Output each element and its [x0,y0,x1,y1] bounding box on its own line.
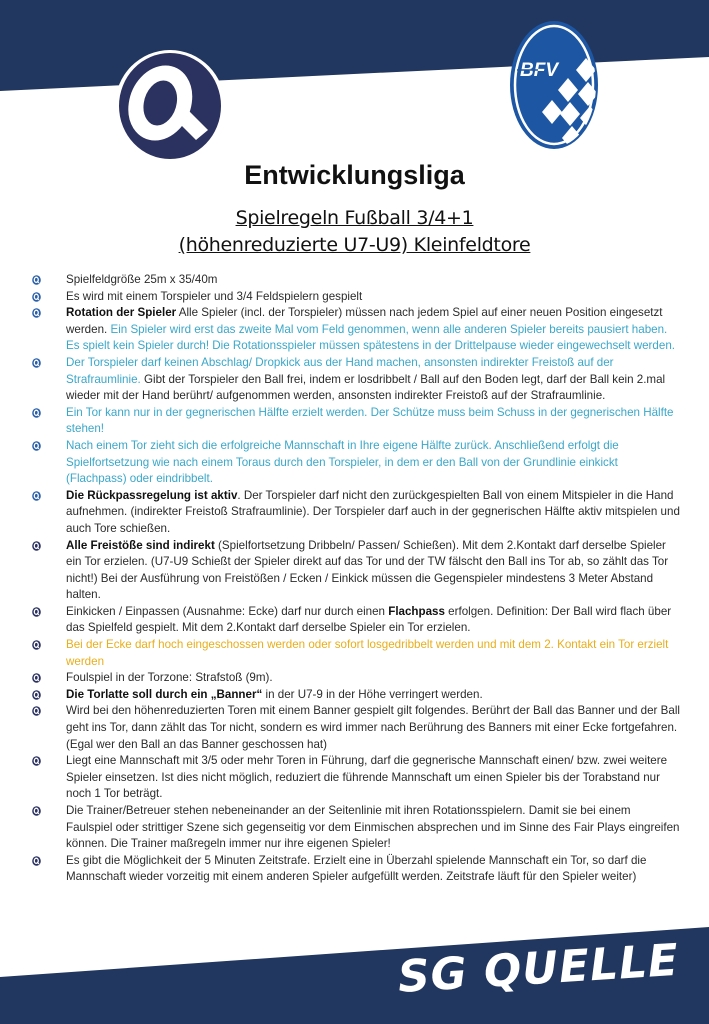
rule-item [30,637,680,670]
rules-list [30,272,680,886]
q-bullet-icon [32,275,41,285]
q-bullet-icon [32,690,41,700]
rule-text-segment: Bei der Ecke darf hoch eingeschossen werden oder sofort losgedribbelt werden und mit dem 2. Kontakt ein Tor erzielt werden [66,638,669,668]
rule-text-segment: Die Rückpassregelung ist aktiv [66,488,238,502]
rule-text-segment: Flachpass [388,604,445,618]
rule-item [30,438,680,488]
rule-text-segment: in der U7-9 in der Höhe verringert werden. [262,687,483,701]
header-band-polygon [0,0,709,91]
q-bullet-icon [32,640,41,650]
rule-text-segment: Gibt der Torspieler den Ball frei, indem er losdribbelt / Ball auf den Boden legt, darf der Ball kein 2.mal wieder mit der Hand berührt/ aufgenommen werden, ansonsten indirekter Freistoß auf der Strafraumlinie. [66,372,666,403]
subtitle-line-2: (höhenreduzierte U7-U9) Kleinfeldtore [178,234,531,256]
rule-text-segment: Rotation der Spieler [66,306,177,320]
rule-item [30,488,680,538]
q-bullet-icon [32,441,41,451]
rule-text-segment: Ein Tor kann nur in der gegnerischen Hälfte erzielt werden. Der Schütze muss beim Schuss in der gegnerischen Hälfte stehen! [66,405,674,436]
footer-brand-text: SG QUELLE [396,934,681,1003]
q-bullet-icon [32,541,41,551]
rule-item [30,355,680,405]
rule-item [30,305,680,355]
rule-item [30,703,680,753]
q-bullet-icon [32,408,41,418]
q-bullet-icon [32,292,41,302]
rule-text-segment: Einkicken / Einpassen (Ausnahme: Ecke) darf nur durch einen [66,604,389,618]
rule-item [30,753,680,803]
rule-text-segment: Alle Spieler (incl. der Torspieler) müssen nach jedem Spiel auf einer neuen Position eingesetzt werden. [66,306,663,336]
rule-text-segment: . Der Torspieler darf nicht den zurückgespielten Ball von einem Mitspieler in die Hand aufnehmen. (indirekter Freistoß Strafraumlinie). Der Torspieler darf auch in der gegnerischen Hälfte aktiv mitspielen und auch Tore schießen. [66,488,680,535]
header-band [0,0,709,140]
rule-item [30,538,680,604]
rule-item [30,803,680,853]
q-bullet-icon [32,491,41,501]
q-bullet-icon [32,308,41,318]
rule-text-segment: Die Torlatte soll durch ein „Banner“ [66,687,263,701]
rule-text-segment: Wird bei den höhenreduzierten Toren mit einem Banner gespielt gilt folgendes. Berührt der Ball das Banner und der Ball geht ins Tor, dann zählt das Tor nicht, sondern es wird immer nach Berührung des Banners mit einer Ecke fortgefahren. (Egal wer den Ball an das Banner geschossen hat) [66,704,680,751]
rule-text-segment: Der Torspieler darf keinen Abschlag/ Dropkick aus der Hand machen, ansonsten indirekter Freistoß auf der Strafraumlinie. [66,355,614,386]
rule-item [30,853,680,886]
rule-text-segment: Ein Spieler wird erst das zweite Mal vom Feld genommen, wenn alle anderen Spieler bereits pausiert haben. Es spielt kein Spieler durch! Die Rotationsspieler müssen spätestens in der Drittelpause wieder eingewechselt werden. [66,322,675,353]
q-bullet-icon [32,806,41,816]
q-bullet-icon [32,358,41,368]
rule-item [30,289,680,306]
rule-text-segment: Es wird mit einem Torspieler und 3/4 Feldspielern gespielt [66,289,363,303]
q-bullet-icon [32,856,41,866]
rule-text-segment: Alle Freistöße sind indirekt [66,538,215,552]
rule-item [30,272,680,289]
bfv-logo-text: BFV [520,60,558,81]
header-band-shape [0,0,709,140]
q-logo-icon [112,48,228,164]
rule-text-segment: Es gibt die Möglichkeit der 5 Minuten Zeitstrafe. Erzielt eine in Überzahl spielende Mannschaft ein Tor, so darf die Mannschaft wieder vorzeitig mit einem anderen Spieler aufgefüllt werden. Zeitstrafe läuft für den Spieler weiter) [66,853,647,884]
page-title: Entwicklungsliga [244,160,465,190]
q-bullet-icon [32,607,41,617]
rule-text-segment: (Spielfortsetzung Dribbeln/ Passen/ Schießen). Mit dem 2.Kontakt darf derselbe Spieler ein Tor erzielen. (U7-U9 Schießt der Spieler direkt auf das Tor und der TW fälscht den Ball ins Tor ab, so zählt das Tor nicht!) Bei der Ausführung von Freistößen / Ecken / Einkick müssen die Gegenspieler mindestens 3 Meter Abstand halten. [66,538,669,602]
rule-text-segment: Foulspiel in der Torzone: Strafstoß (9m). [66,671,273,685]
rule-text-segment: erfolgen. Definition: Der Ball wird flach über das Spielfeld gespielt. Mit dem 2.Kontakt darf derselbe Spieler ein Tor erzielen. [66,604,672,635]
rule-item [30,687,680,704]
rule-text-segment: Spielfeldgröße 25m x 35/40m [66,273,218,286]
rule-item [30,405,680,438]
q-bullet-icon [32,706,41,716]
q-bullet-icon [32,673,41,683]
rule-text-segment: Liegt eine Mannschaft mit 3/5 oder mehr Toren in Führung, darf die gegnerische Mannschaft einen/ bzw. zwei weitere Spieler einsetzen. Ist dies nicht möglich, reduziert die führende Mannschaft um einen Spieler bis der Torabstand nur noch 1 Tor beträgt. [66,754,668,801]
rule-item [30,670,680,687]
q-bullet-icon [32,756,41,766]
subtitle-line-1: Spielregeln Fußball 3/4+1 [235,207,474,229]
bfv-logo [508,20,600,150]
rule-text-segment: Die Trainer/Betreuer stehen nebeneinander an der Seitenlinie mit ihren Rotationsspielern. Damit sie bei einem Faulspiel oder strittiger Szene sich gegenseitig vor dem Einmischen absprechen und im Sinne des Fair Plays eingreifen können. Die Trainer maßregeln immer nur ihre eigenen Spieler! [66,804,680,851]
rule-text-segment: Nach einem Tor zieht sich die erfolgreiche Mannschaft in Ihre eigene Hälfte zurück. Anschließend erfolgt die Spielfortsetzung wie nach einem Toraus durch den Torspieler, in dem er den Ball von der Grundlinie einkickt (Flachpass) oder eindribbelt. [66,438,619,486]
rule-item [30,604,680,637]
